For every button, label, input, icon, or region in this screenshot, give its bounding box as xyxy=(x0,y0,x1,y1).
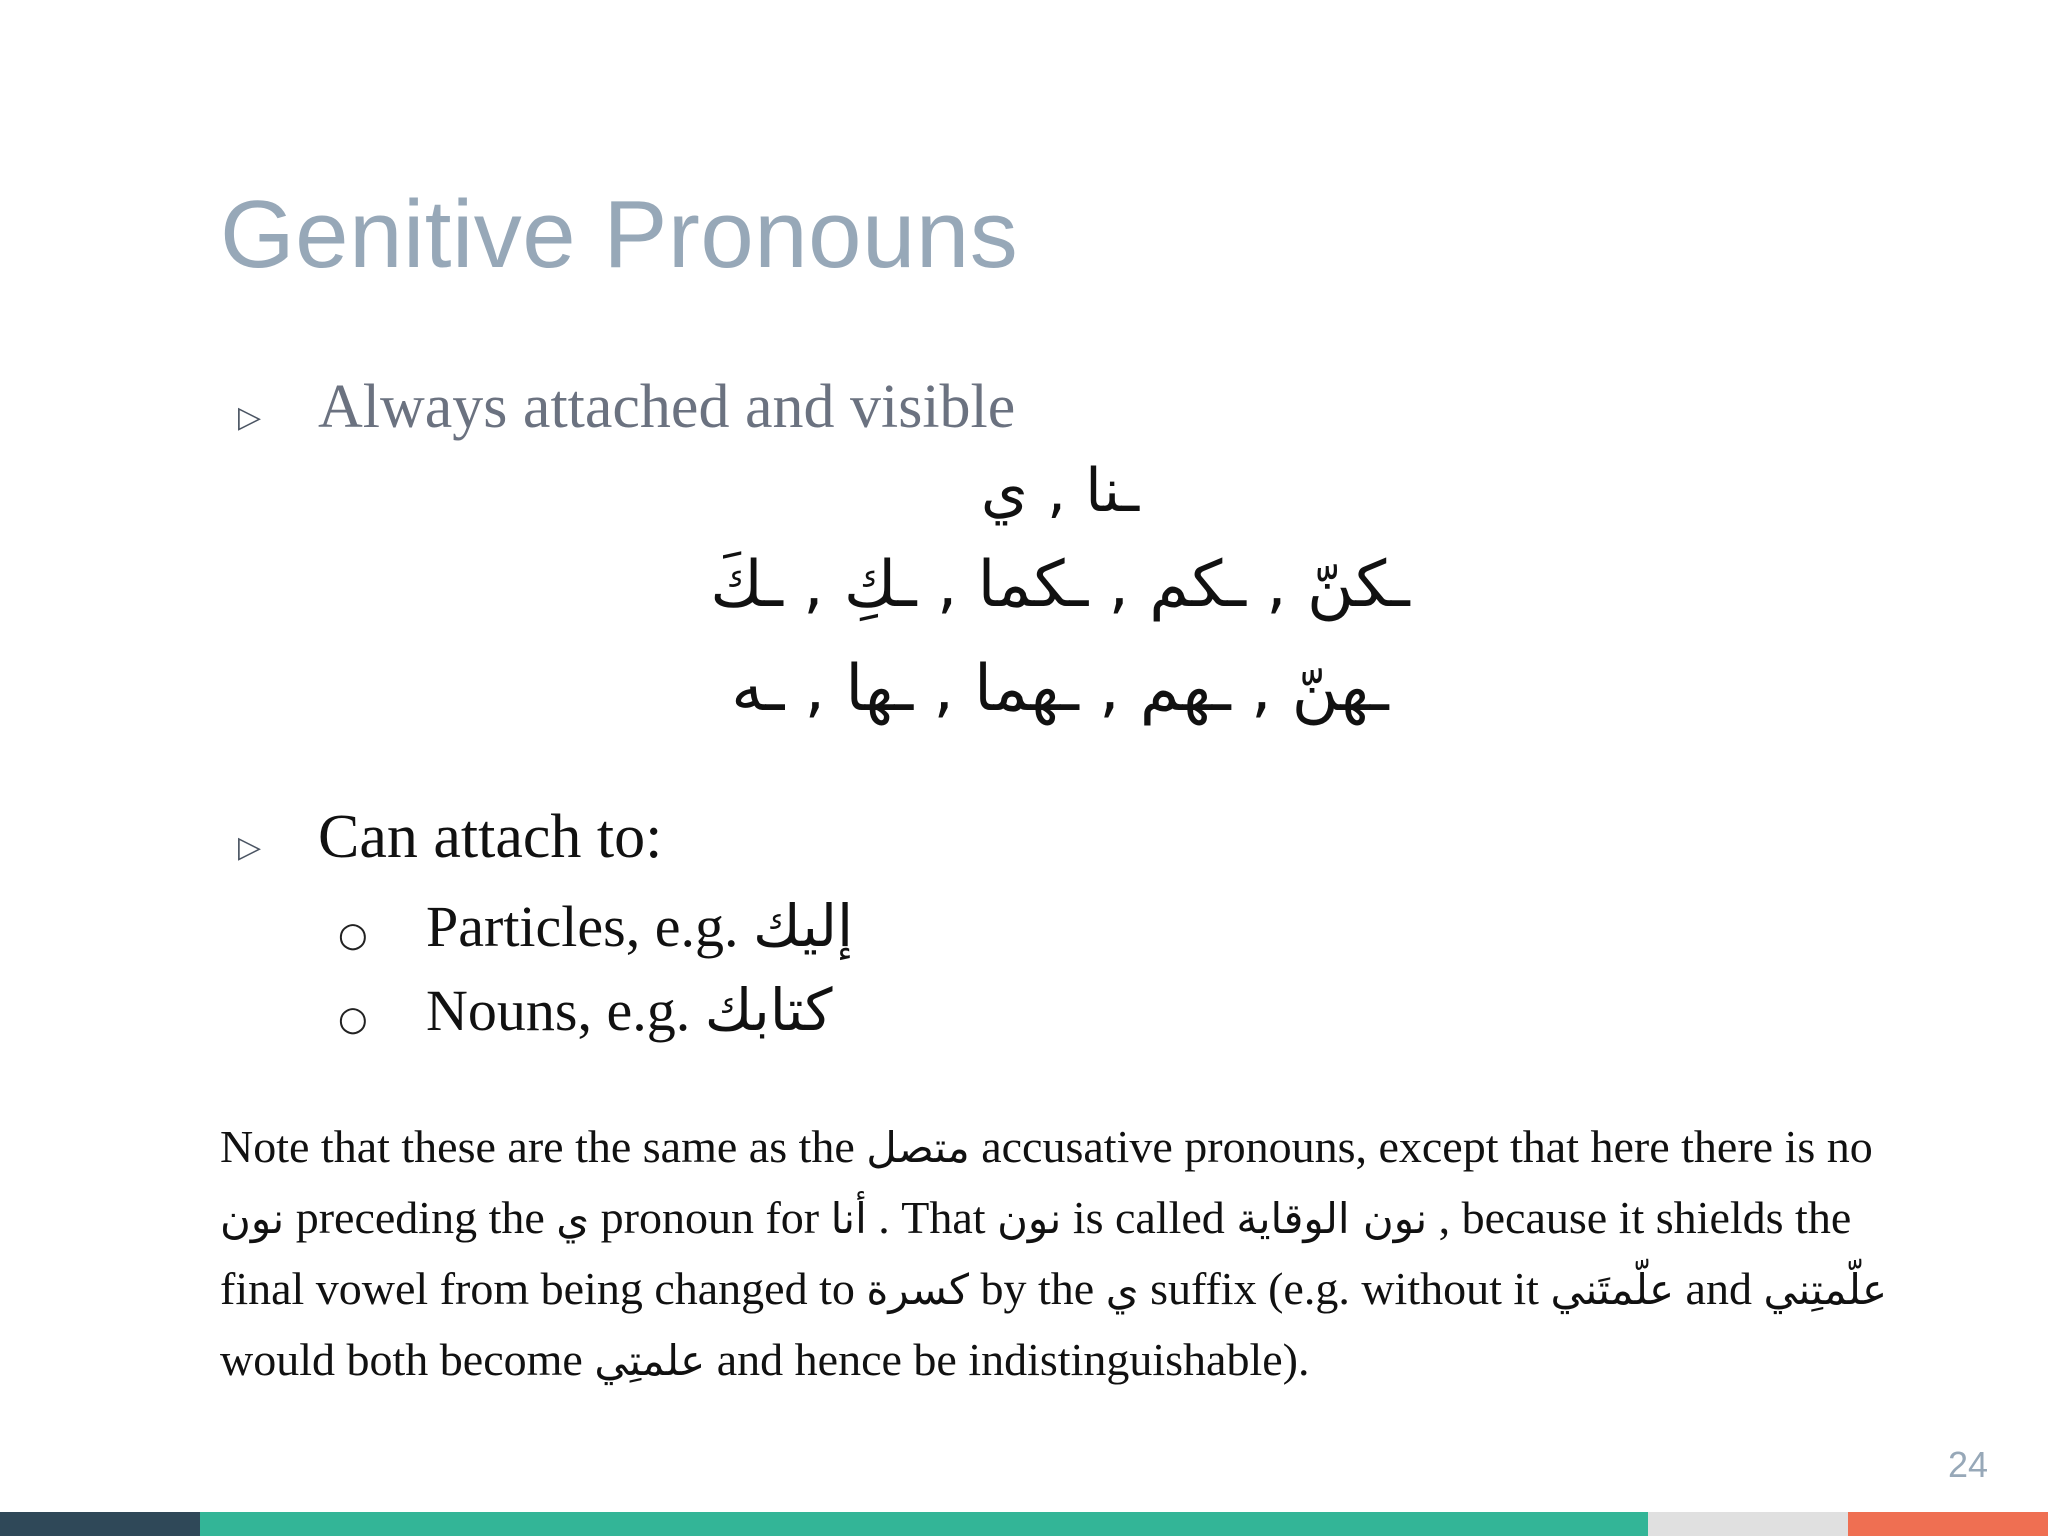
circle-bullet-icon: ○ xyxy=(338,999,368,1039)
note-arabic-term: متصل xyxy=(866,1123,970,1172)
note-text: accusative pronouns, except that here there is no xyxy=(969,1121,1873,1172)
arabic-pronouns-second-person: ـكنّ , ـكم , ـكما , ـكِ , ـكَ xyxy=(710,548,1410,622)
sub-bullet-text xyxy=(426,892,853,960)
circle-bullet-icon: ○ xyxy=(338,915,368,955)
note-text: would both become xyxy=(220,1334,595,1385)
sub-bullet-arabic: كتابك xyxy=(704,976,833,1044)
footer-segment-teal xyxy=(200,1512,1648,1536)
arabic-pronouns-first-person: ـنا , ي xyxy=(980,456,1140,526)
sub-bullet-label: Nouns, e.g. xyxy=(426,978,691,1043)
footer-segment-navy xyxy=(0,1512,200,1536)
note-text: . That xyxy=(866,1192,998,1243)
note-text: , because it shields the final vowel from being changed to xyxy=(220,1192,1852,1314)
triangle-bullet-icon: ▷ xyxy=(238,400,262,435)
page-number: 24 xyxy=(1947,1444,1988,1485)
footer-segment-coral xyxy=(1848,1512,2048,1536)
footer-color-bar xyxy=(0,1512,2048,1536)
bullet-can-attach xyxy=(238,802,662,873)
note-text: Note that these are the same as the xyxy=(220,1121,867,1172)
note-arabic-term: نون xyxy=(220,1194,285,1243)
note-paragraph xyxy=(220,1112,1940,1396)
note-arabic-term: نون الوقاية xyxy=(1236,1194,1428,1243)
triangle-bullet-icon: ▷ xyxy=(238,830,262,865)
sub-bullet-nouns xyxy=(338,976,833,1044)
sub-bullet-label: Particles, e.g. xyxy=(426,894,739,959)
sub-bullet-particles xyxy=(338,892,853,960)
sub-bullet-arabic: إليك xyxy=(752,892,854,960)
note-arabic-term: ي xyxy=(1105,1265,1139,1314)
note-arabic-term: نون xyxy=(997,1194,1062,1243)
note-text: by the xyxy=(969,1263,1106,1314)
slide-title: Genitive Pronouns xyxy=(220,181,1019,288)
note-text: preceding the xyxy=(284,1192,557,1243)
note-text: suffix (e.g. without it xyxy=(1138,1263,1551,1314)
note-text: and xyxy=(1674,1263,1764,1314)
note-arabic-term: كسرة xyxy=(866,1265,970,1314)
note-arabic-term: علّمتَني xyxy=(1550,1265,1675,1314)
note-arabic-term: ي xyxy=(556,1194,590,1243)
bullet-text: Can attach to: xyxy=(318,803,663,871)
note-arabic-term: علمتِي xyxy=(594,1336,706,1385)
note-arabic-term: أنا xyxy=(830,1194,867,1243)
note-text: is called xyxy=(1061,1192,1237,1243)
bullet-text: Always attached and visible xyxy=(318,373,1016,441)
arabic-pronouns-third-person: ـهنّ , ـهم , ـهما , ـها , ـه xyxy=(731,652,1389,726)
note-arabic-term: علّمتِني xyxy=(1763,1265,1888,1314)
note-text: pronoun for xyxy=(589,1192,831,1243)
note-text: and hence be indistinguishable). xyxy=(705,1334,1310,1385)
footer-segment-gray xyxy=(1648,1512,1848,1536)
sub-bullet-text xyxy=(426,976,833,1044)
bullet-always-attached xyxy=(238,372,1015,443)
